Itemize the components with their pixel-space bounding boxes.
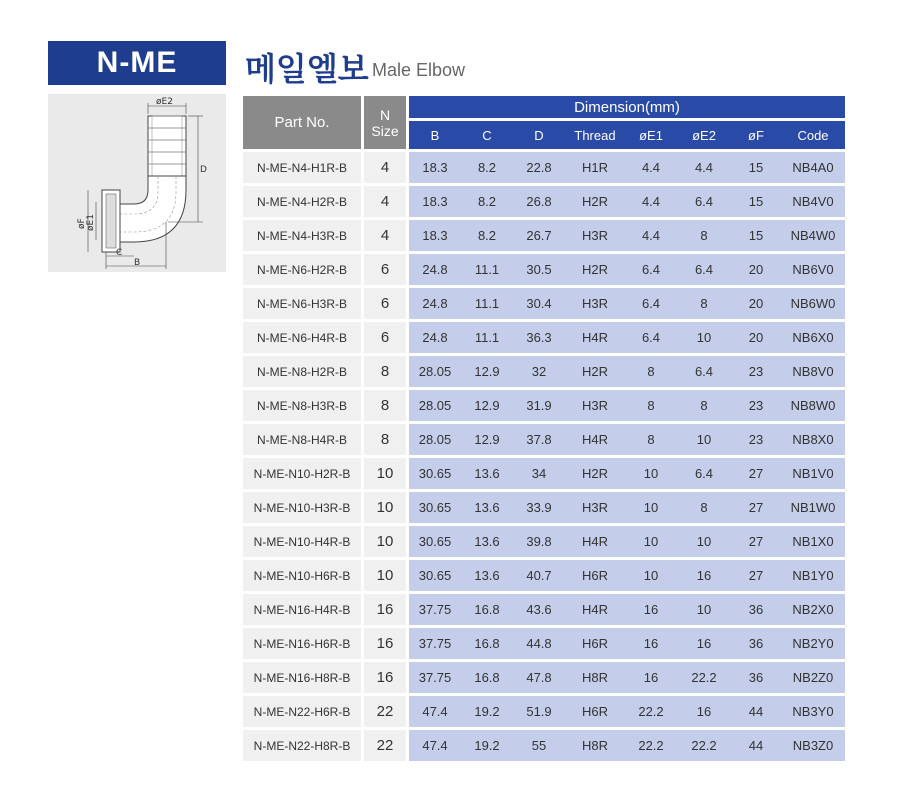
cell-code: NB4W0 bbox=[790, 228, 836, 243]
cell-d: 39.8 bbox=[526, 534, 552, 549]
header-col-e1: øE1 bbox=[639, 127, 663, 143]
cell-c: 13.6 bbox=[474, 466, 500, 481]
cell-thread: H6R bbox=[581, 636, 608, 651]
cell-dimensions bbox=[409, 152, 845, 183]
cell-b: 30.65 bbox=[418, 500, 452, 515]
cell-e2: 8 bbox=[700, 500, 708, 515]
table-row bbox=[243, 594, 845, 625]
cell-b: 18.3 bbox=[422, 194, 448, 209]
cell-d: 37.8 bbox=[526, 432, 552, 447]
cell-e2: 16 bbox=[696, 704, 712, 719]
cell-e2: 16 bbox=[696, 568, 712, 583]
cell-e2: 22.2 bbox=[691, 670, 717, 685]
cell-b: 47.4 bbox=[422, 738, 448, 753]
cell-d: 33.9 bbox=[526, 500, 552, 515]
cell-e1: 8 bbox=[647, 398, 655, 413]
cell-e2: 6.4 bbox=[694, 194, 714, 209]
table-row bbox=[243, 390, 845, 421]
cell-size: 8 bbox=[364, 390, 406, 421]
cell-part-no: N-ME-N16-H4R-B bbox=[243, 594, 361, 625]
cell-size: 16 bbox=[364, 662, 406, 693]
cell-part-no: N-ME-N6-H2R-B bbox=[243, 254, 361, 285]
cell-code: NB2Z0 bbox=[792, 670, 834, 685]
diagram-label-e1: øE1 bbox=[86, 214, 96, 231]
cell-c: 8.2 bbox=[477, 160, 497, 175]
cell-dimensions bbox=[409, 628, 845, 659]
cell-e1: 16 bbox=[643, 670, 659, 685]
cell-b: 24.8 bbox=[422, 330, 448, 345]
cell-part-no: N-ME-N4-H3R-B bbox=[243, 220, 361, 251]
cell-thread: H8R bbox=[581, 738, 608, 753]
cell-d: 34 bbox=[531, 466, 547, 481]
cell-code: NB1X0 bbox=[792, 534, 834, 549]
cell-e2: 6.4 bbox=[694, 262, 714, 277]
cell-part-no: N-ME-N16-H8R-B bbox=[243, 662, 361, 693]
cell-e2: 8 bbox=[700, 398, 708, 413]
cell-e1: 10 bbox=[643, 534, 659, 549]
diagram-label-f: øF bbox=[77, 218, 87, 229]
cell-b: 37.75 bbox=[418, 636, 452, 651]
cell-b: 30.65 bbox=[418, 534, 452, 549]
cell-part-no: N-ME-N16-H6R-B bbox=[243, 628, 361, 659]
header-n-size bbox=[364, 96, 406, 149]
cell-dimensions bbox=[409, 424, 845, 455]
header-col-code: Code bbox=[797, 127, 829, 143]
table-row bbox=[243, 492, 845, 523]
cell-d: 44.8 bbox=[526, 636, 552, 651]
cell-size: 10 bbox=[364, 526, 406, 557]
table-row bbox=[243, 254, 845, 285]
cell-e2: 6.4 bbox=[694, 466, 714, 481]
cell-d: 47.8 bbox=[526, 670, 552, 685]
cell-b: 24.8 bbox=[422, 262, 448, 277]
cell-e2: 8 bbox=[700, 228, 708, 243]
cell-b: 47.4 bbox=[422, 704, 448, 719]
cell-size: 10 bbox=[364, 458, 406, 489]
cell-f: 23 bbox=[748, 432, 764, 447]
cell-f: 15 bbox=[748, 194, 764, 209]
cell-e2: 8 bbox=[700, 296, 708, 311]
cell-size: 4 bbox=[364, 152, 406, 183]
cell-thread: H2R bbox=[581, 466, 608, 481]
table-row bbox=[243, 526, 845, 557]
cell-code: NB2X0 bbox=[792, 602, 834, 617]
cell-e1: 10 bbox=[643, 466, 659, 481]
cell-dimensions bbox=[409, 594, 845, 625]
cell-code: NB1Y0 bbox=[792, 568, 834, 583]
cell-code: NB8V0 bbox=[792, 364, 834, 379]
cell-c: 12.9 bbox=[474, 432, 500, 447]
cell-e2: 16 bbox=[696, 636, 712, 651]
cell-b: 28.05 bbox=[418, 364, 452, 379]
spec-table bbox=[240, 93, 848, 764]
cell-dimensions bbox=[409, 254, 845, 285]
table-row bbox=[243, 356, 845, 387]
cell-e1: 4.4 bbox=[641, 160, 661, 175]
cell-d: 30.4 bbox=[526, 296, 552, 311]
cell-d: 22.8 bbox=[526, 160, 552, 175]
cell-thread: H3R bbox=[581, 296, 608, 311]
cell-size: 4 bbox=[364, 186, 406, 217]
product-title-korean: 메일엘보 bbox=[245, 50, 369, 88]
diagram-label-d: D bbox=[200, 165, 207, 175]
table-row bbox=[243, 186, 845, 217]
cell-dimensions bbox=[409, 458, 845, 489]
cell-c: 12.9 bbox=[474, 364, 500, 379]
cell-f: 23 bbox=[748, 364, 764, 379]
cell-f: 27 bbox=[748, 534, 764, 549]
cell-e1: 8 bbox=[647, 432, 655, 447]
cell-size: 4 bbox=[364, 220, 406, 251]
cell-part-no: N-ME-N10-H6R-B bbox=[243, 560, 361, 591]
cell-c: 12.9 bbox=[474, 398, 500, 413]
cell-dimensions bbox=[409, 526, 845, 557]
cell-c: 13.6 bbox=[474, 534, 500, 549]
cell-c: 13.6 bbox=[474, 568, 500, 583]
cell-f: 15 bbox=[748, 160, 764, 175]
cell-thread: H4R bbox=[581, 534, 608, 549]
cell-thread: H6R bbox=[581, 704, 608, 719]
cell-e1: 10 bbox=[643, 500, 659, 515]
cell-dimensions bbox=[409, 730, 845, 761]
cell-f: 27 bbox=[748, 500, 764, 515]
cell-dimensions bbox=[409, 662, 845, 693]
cell-dimensions bbox=[409, 696, 845, 727]
cell-thread: H6R bbox=[581, 568, 608, 583]
header-col-c: C bbox=[482, 127, 492, 143]
cell-thread: H2R bbox=[581, 194, 608, 209]
cell-size: 8 bbox=[364, 356, 406, 387]
table-row bbox=[243, 458, 845, 489]
cell-size: 6 bbox=[364, 288, 406, 319]
cell-e2: 10 bbox=[696, 602, 712, 617]
cell-code: NB6W0 bbox=[790, 296, 836, 311]
cell-c: 19.2 bbox=[474, 704, 500, 719]
header-col-thread: Thread bbox=[574, 127, 616, 143]
cell-part-no: N-ME-N8-H2R-B bbox=[243, 356, 361, 387]
cell-c: 8.2 bbox=[477, 194, 497, 209]
cell-thread: H4R bbox=[581, 330, 608, 345]
cell-e1: 22.2 bbox=[638, 738, 664, 753]
cell-e2: 10 bbox=[696, 432, 712, 447]
cell-d: 43.6 bbox=[526, 602, 552, 617]
cell-b: 30.65 bbox=[418, 568, 452, 583]
cell-thread: H4R bbox=[581, 432, 608, 447]
cell-dimensions bbox=[409, 186, 845, 217]
cell-c: 16.8 bbox=[474, 636, 500, 651]
cell-d: 26.7 bbox=[526, 228, 552, 243]
cell-c: 13.6 bbox=[474, 500, 500, 515]
header-col-d: D bbox=[534, 127, 544, 143]
table-row bbox=[243, 152, 845, 183]
cell-f: 23 bbox=[748, 398, 764, 413]
cell-e1: 8 bbox=[647, 364, 655, 379]
cell-c: 11.1 bbox=[474, 262, 500, 277]
cell-size: 6 bbox=[364, 254, 406, 285]
cell-f: 36 bbox=[748, 602, 764, 617]
cell-e1: 6.4 bbox=[641, 262, 661, 277]
cell-d: 36.3 bbox=[526, 330, 552, 345]
cell-code: NB8W0 bbox=[790, 398, 836, 413]
cell-thread: H2R bbox=[581, 364, 608, 379]
table-row bbox=[243, 696, 845, 727]
cell-dimensions bbox=[409, 390, 845, 421]
cell-e2: 4.4 bbox=[694, 160, 714, 175]
cell-c: 11.1 bbox=[474, 330, 500, 345]
cell-dimensions bbox=[409, 492, 845, 523]
cell-dimensions bbox=[409, 356, 845, 387]
cell-size: 22 bbox=[364, 730, 406, 761]
cell-b: 28.05 bbox=[418, 432, 452, 447]
cell-dimensions bbox=[409, 288, 845, 319]
header-dimension: Dimension(mm) bbox=[409, 96, 845, 118]
cell-e2: 10 bbox=[696, 330, 712, 345]
cell-d: 26.8 bbox=[526, 194, 552, 209]
cell-b: 18.3 bbox=[422, 228, 448, 243]
cell-size: 16 bbox=[364, 594, 406, 625]
cell-f: 44 bbox=[748, 704, 764, 719]
cell-dimensions bbox=[409, 322, 845, 353]
cell-part-no: N-ME-N10-H3R-B bbox=[243, 492, 361, 523]
cell-thread: H3R bbox=[581, 500, 608, 515]
cell-f: 36 bbox=[748, 670, 764, 685]
diagram-label-b: B bbox=[134, 258, 141, 268]
cell-d: 51.9 bbox=[526, 704, 552, 719]
table-row bbox=[243, 662, 845, 693]
cell-part-no: N-ME-N22-H6R-B bbox=[243, 696, 361, 727]
cell-thread: H3R bbox=[581, 398, 608, 413]
cell-d: 32 bbox=[531, 364, 547, 379]
cell-c: 16.8 bbox=[474, 670, 500, 685]
cell-f: 20 bbox=[748, 330, 764, 345]
cell-part-no: N-ME-N22-H8R-B bbox=[243, 730, 361, 761]
cell-part-no: N-ME-N6-H4R-B bbox=[243, 322, 361, 353]
cell-part-no: N-ME-N10-H4R-B bbox=[243, 526, 361, 557]
cell-d: 40.7 bbox=[526, 568, 552, 583]
cell-f: 20 bbox=[748, 262, 764, 277]
cell-e1: 4.4 bbox=[641, 228, 661, 243]
cell-thread: H4R bbox=[581, 602, 608, 617]
cell-b: 18.3 bbox=[422, 160, 448, 175]
table-row bbox=[243, 730, 845, 761]
cell-d: 30.5 bbox=[526, 262, 552, 277]
cell-e2: 6.4 bbox=[694, 364, 714, 379]
cell-d: 31.9 bbox=[526, 398, 552, 413]
diagram-label-c: C bbox=[116, 248, 123, 258]
cell-c: 19.2 bbox=[474, 738, 500, 753]
cell-e1: 4.4 bbox=[641, 194, 661, 209]
cell-size: 16 bbox=[364, 628, 406, 659]
cell-f: 15 bbox=[748, 228, 764, 243]
cell-b: 30.65 bbox=[418, 466, 452, 481]
header-dimension-columns bbox=[409, 121, 845, 149]
cell-f: 27 bbox=[748, 466, 764, 481]
cell-code: NB3Y0 bbox=[792, 704, 834, 719]
cell-code: NB1V0 bbox=[792, 466, 834, 481]
cell-f: 44 bbox=[748, 738, 764, 753]
header-col-e2: øE2 bbox=[692, 127, 716, 143]
cell-dimensions bbox=[409, 220, 845, 251]
elbow-diagram bbox=[48, 94, 226, 272]
cell-code: NB8X0 bbox=[792, 432, 834, 447]
cell-part-no: N-ME-N6-H3R-B bbox=[243, 288, 361, 319]
cell-e1: 6.4 bbox=[641, 296, 661, 311]
cell-c: 11.1 bbox=[474, 296, 500, 311]
diagram-label-e2: øE2 bbox=[156, 97, 173, 107]
cell-code: NB4A0 bbox=[792, 160, 834, 175]
cell-e1: 16 bbox=[643, 636, 659, 651]
cell-e2: 22.2 bbox=[691, 738, 717, 753]
cell-c: 16.8 bbox=[474, 602, 500, 617]
cell-code: NB3Z0 bbox=[792, 738, 834, 753]
header-size-n: N bbox=[379, 106, 391, 123]
cell-d: 55 bbox=[531, 738, 547, 753]
table-row bbox=[243, 560, 845, 591]
cell-c: 8.2 bbox=[477, 228, 497, 243]
cell-e1: 10 bbox=[643, 568, 659, 583]
header-col-b: B bbox=[430, 127, 440, 143]
cell-thread: H8R bbox=[581, 670, 608, 685]
cell-size: 6 bbox=[364, 322, 406, 353]
cell-size: 22 bbox=[364, 696, 406, 727]
table-row bbox=[243, 424, 845, 455]
cell-thread: H3R bbox=[581, 228, 608, 243]
cell-b: 24.8 bbox=[422, 296, 448, 311]
cell-code: NB6X0 bbox=[792, 330, 834, 345]
cell-part-no: N-ME-N4-H1R-B bbox=[243, 152, 361, 183]
product-title-english: Male Elbow bbox=[372, 60, 466, 80]
cell-size: 10 bbox=[364, 492, 406, 523]
cell-b: 37.75 bbox=[418, 670, 452, 685]
header-size-label: Size bbox=[371, 122, 399, 139]
cell-dimensions bbox=[409, 560, 845, 591]
table-row bbox=[243, 220, 845, 251]
cell-f: 20 bbox=[748, 296, 764, 311]
cell-e2: 10 bbox=[696, 534, 712, 549]
cell-e1: 22.2 bbox=[638, 704, 664, 719]
cell-thread: H2R bbox=[581, 262, 608, 277]
cell-code: NB1W0 bbox=[790, 500, 836, 515]
table-row bbox=[243, 288, 845, 319]
cell-e1: 16 bbox=[643, 602, 659, 617]
cell-code: NB6V0 bbox=[792, 262, 834, 277]
cell-code: NB2Y0 bbox=[792, 636, 834, 651]
cell-thread: H1R bbox=[581, 160, 608, 175]
header-col-f: øF bbox=[748, 127, 764, 143]
cell-size: 8 bbox=[364, 424, 406, 455]
table-row bbox=[243, 628, 845, 659]
cell-e1: 6.4 bbox=[641, 330, 661, 345]
cell-part-no: N-ME-N8-H3R-B bbox=[243, 390, 361, 421]
cell-size: 10 bbox=[364, 560, 406, 591]
cell-f: 36 bbox=[748, 636, 764, 651]
cell-part-no: N-ME-N8-H4R-B bbox=[243, 424, 361, 455]
header-part-no: Part No. bbox=[243, 96, 361, 149]
cell-b: 28.05 bbox=[418, 398, 452, 413]
cell-code: NB4V0 bbox=[792, 194, 834, 209]
cell-part-no: N-ME-N10-H2R-B bbox=[243, 458, 361, 489]
cell-part-no: N-ME-N4-H2R-B bbox=[243, 186, 361, 217]
cell-f: 27 bbox=[748, 568, 764, 583]
table-row bbox=[243, 322, 845, 353]
product-code-badge: N-ME bbox=[48, 41, 226, 85]
cell-b: 37.75 bbox=[418, 602, 452, 617]
